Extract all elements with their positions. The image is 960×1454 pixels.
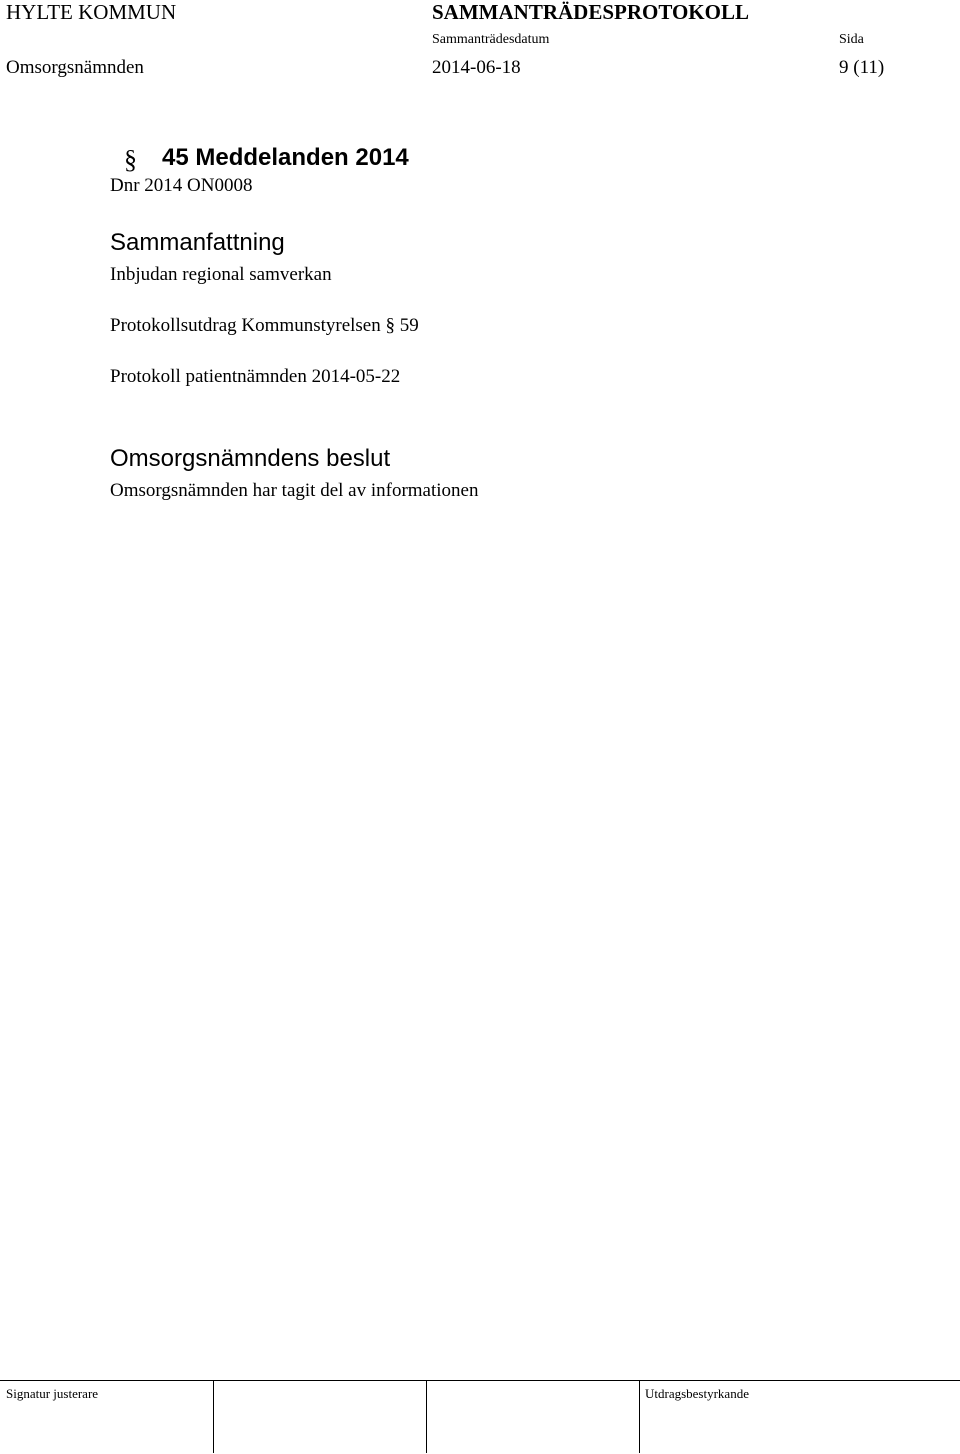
summary-item: Inbjudan regional samverkan [110, 264, 332, 285]
page-label: Sida [839, 32, 864, 47]
meeting-date-label: Sammanträdesdatum [432, 32, 550, 47]
summary-item: Protokollsutdrag Kommunstyrelsen § 59 [110, 315, 419, 336]
summary-heading: Sammanfattning [110, 229, 285, 256]
meeting-date: 2014-06-18 [432, 57, 521, 78]
case-number: Dnr 2014 ON0008 [110, 175, 253, 196]
signature-label: Signatur justerare [6, 1386, 99, 1401]
extract-certification-label: Utdragsbestyrkande [645, 1386, 749, 1401]
decision-heading: Omsorgsnämndens beslut [110, 445, 391, 472]
section-title: 45 Meddelanden 2014 [162, 144, 409, 171]
section-sign: § [124, 145, 137, 174]
page-number: 9 (11) [839, 57, 885, 78]
organization-name: HYLTE KOMMUN [6, 0, 177, 24]
footer-divider [213, 1381, 214, 1453]
document-type: SAMMANTRÄDESPROTOKOLL [432, 0, 749, 24]
signature-footer [0, 1380, 960, 1453]
decision-text: Omsorgsnämnden har tagit del av informationen [110, 480, 479, 501]
footer-divider [426, 1381, 427, 1453]
footer-divider [639, 1381, 640, 1453]
committee-name: Omsorgsnämnden [6, 57, 144, 78]
summary-item: Protokoll patientnämnden 2014-05-22 [110, 366, 401, 387]
